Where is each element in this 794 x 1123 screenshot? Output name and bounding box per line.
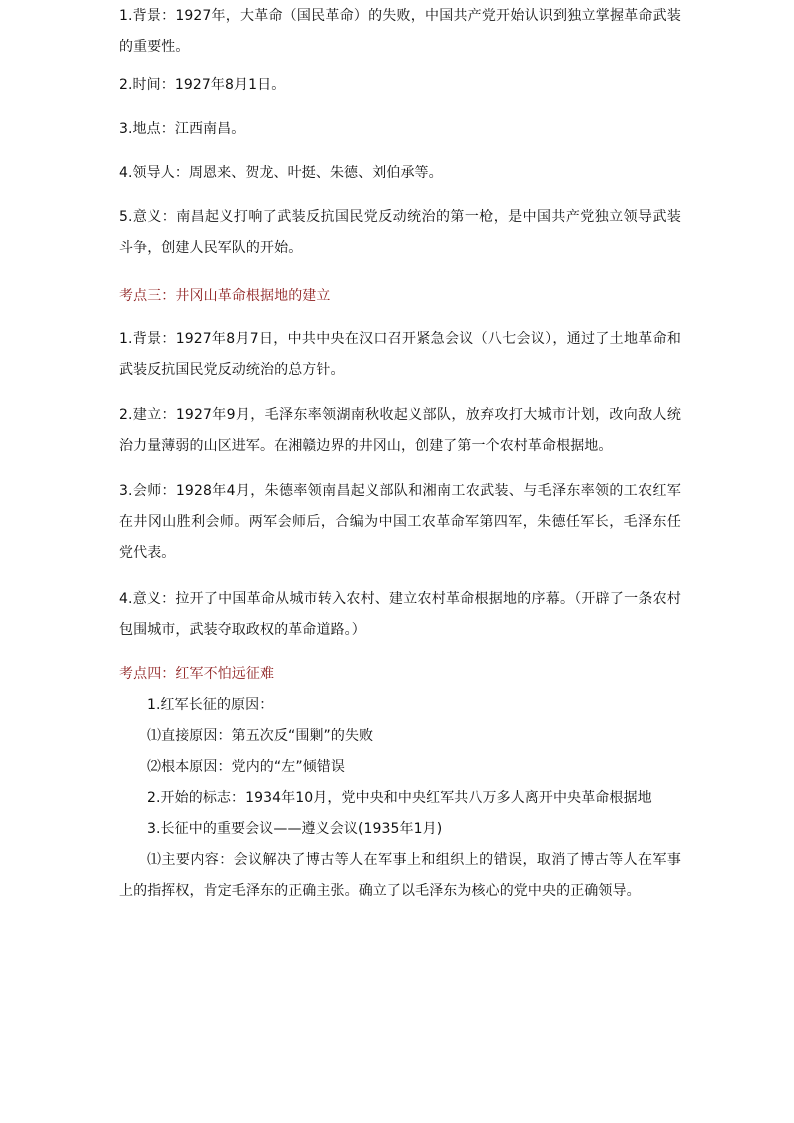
paragraph-s3-meeting: 3.会师：1928年4月，朱德率领南昌起义部队和湘南工农武装、与毛泽东率领的工农红军在井冈山胜利会师。两军会师后，合编为中国工农革命军第四军，朱德任军长，毛泽东任党代表。	[119, 483, 681, 561]
section-heading-4: 考点四：红军不怕远征难	[119, 666, 275, 682]
paragraph-time: 2.时间：1927年8月1日。	[119, 77, 286, 93]
section-heading-3: 考点三：井冈山革命根据地的建立	[119, 288, 331, 304]
paragraph-s3-establish: 2.建立：1927年9月，毛泽东率领湖南秋收起义部队，放弃攻打大城市计划，改向敌人统治力量薄弱的山区进军。在湘赣边界的井冈山，创建了第一个农村革命根据地。	[119, 407, 681, 454]
paragraph-location: 3.地点：江西南昌。	[119, 121, 246, 137]
list-item: 2.开始的标志：1934年10月，党中央和中央红军共八万多人离开中央革命根据地	[147, 790, 652, 806]
list-item: ⑵根本原因：党内的“左”倾错误	[147, 759, 346, 775]
list-item: 3.长征中的重要会议——遵义会议(1935年1月)	[147, 821, 443, 837]
list-item: ⑴主要内容：会议解决了博古等人在军事上和组织上的错误，取消了博古等人在军事上的指挥权，肯定毛泽东的正确主张。确立了以毛泽东为核心的党中央的正确领导。	[119, 852, 681, 899]
list-item: ⑴直接原因：第五次反“围剿”的失败	[147, 728, 374, 744]
paragraph-leaders: 4.领导人：周恩来、贺龙、叶挺、朱德、刘伯承等。	[119, 165, 443, 181]
list-item: 1.红军长征的原因：	[147, 697, 274, 713]
paragraph-s3-significance: 4.意义：拉开了中国革命从城市转入农村、建立农村革命根据地的序幕。（开辟了一条农村包围城市，武装夺取政权的革命道路。）	[119, 591, 681, 638]
paragraph-s3-background: 1.背景：1927年8月7日，中共中央在汉口召开紧急会议（八七会议），通过了土地革命和武装反抗国民党反动统治的总方针。	[119, 331, 681, 378]
paragraph-significance: 5.意义：南昌起义打响了武装反抗国民党反动统治的第一枪，是中国共产党独立领导武装斗争，创建人民军队的开始。	[119, 209, 681, 256]
paragraph-background: 1.背景：1927年，大革命（国民革命）的失败，中国共产党开始认识到独立掌握革命武装的重要性。	[119, 8, 681, 55]
